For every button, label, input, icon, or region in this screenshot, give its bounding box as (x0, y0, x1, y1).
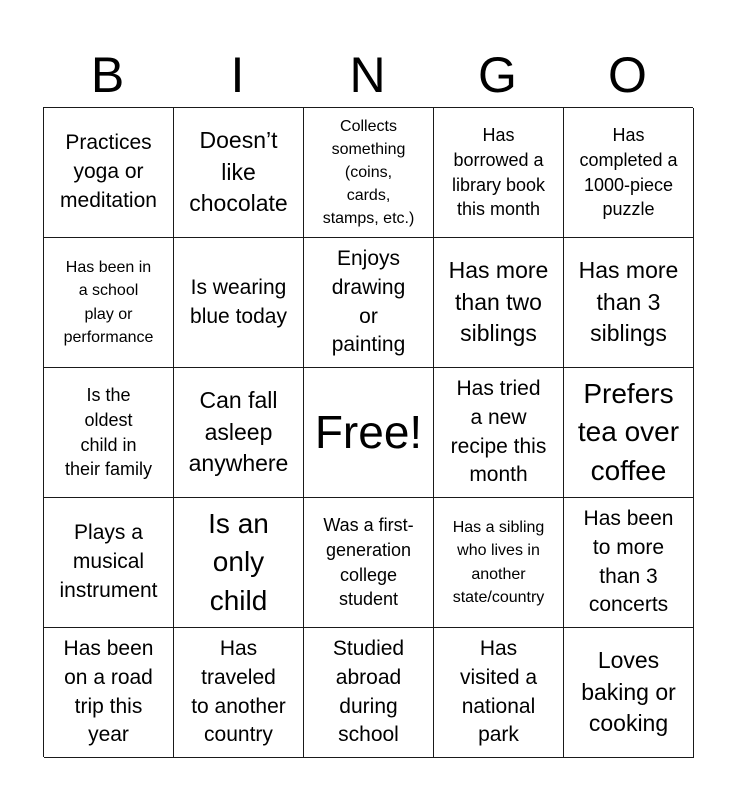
bingo-cell[interactable] (44, 238, 174, 368)
cell-text: Loves baking or cooking (581, 646, 676, 737)
cell-text: Has been on a road trip this year (63, 636, 154, 747)
bingo-cell[interactable] (174, 108, 304, 238)
cell-text: Is wearing blue today (190, 275, 287, 328)
bingo-cell[interactable] (304, 108, 434, 238)
cell-text: Plays a musical instrument (59, 521, 158, 602)
bingo-cell[interactable] (304, 238, 434, 368)
cell-text: Collects something (coins, cards, stamps, etc.) (322, 117, 415, 228)
bingo-free-space[interactable] (304, 368, 434, 498)
bingo-cell[interactable] (434, 238, 564, 368)
cell-text: Can fall asleep anywhere (188, 386, 289, 477)
cell-text: Has more than 3 siblings (578, 256, 679, 347)
header-letter-g: G (478, 47, 518, 103)
bingo-header (43, 44, 693, 106)
cell-text: Has completed a 1000-piece puzzle (579, 124, 678, 220)
bingo-cell[interactable] (44, 628, 174, 758)
bingo-cell[interactable] (304, 498, 434, 628)
cell-text: Has been to more than 3 concerts (583, 506, 674, 617)
header-letter-b: B (90, 47, 126, 103)
cell-text: Has more than two siblings (448, 256, 549, 347)
free-space-text: Free! (314, 406, 423, 459)
bingo-cell[interactable] (174, 628, 304, 758)
cell-text: Has tried a new recipe this month (450, 376, 547, 487)
header-letter-n: N (349, 47, 387, 103)
bingo-board (43, 107, 693, 757)
cell-text: Doesn’t like chocolate (189, 126, 288, 217)
cell-text: Enjoys drawing or painting (331, 246, 406, 357)
bingo-cell[interactable] (564, 108, 694, 238)
cell-text: Is the oldest child in their family (64, 384, 153, 480)
bingo-cell[interactable] (304, 628, 434, 758)
bingo-cell[interactable] (564, 368, 694, 498)
cell-text: Has been in a school play or performance (63, 259, 154, 346)
bingo-cell[interactable] (434, 628, 564, 758)
cell-text: Has borrowed a library book this month (451, 124, 546, 220)
bingo-cell[interactable] (44, 368, 174, 498)
bingo-cell[interactable] (564, 628, 694, 758)
header-letter-i: I (230, 47, 246, 103)
bingo-cell[interactable] (564, 238, 694, 368)
cell-text: Studied abroad during school (332, 636, 405, 747)
bingo-cell[interactable] (174, 238, 304, 368)
cell-text: Is an only child (208, 507, 269, 616)
cell-text: Has a sibling who lives in another state/country (452, 519, 545, 606)
bingo-cell[interactable] (174, 368, 304, 498)
bingo-cell[interactable] (434, 498, 564, 628)
cell-text: Was a first- generation college student (323, 514, 414, 610)
cell-text: Prefers tea over coffee (577, 377, 680, 486)
bingo-cell[interactable] (564, 498, 694, 628)
bingo-cell[interactable] (44, 108, 174, 238)
bingo-cell[interactable] (434, 368, 564, 498)
cell-text: Has visited a national park (459, 636, 538, 747)
bingo-cell[interactable] (44, 498, 174, 628)
cell-text: Has traveled to another country (191, 636, 286, 747)
header-letter-o: O (608, 47, 648, 103)
bingo-cell[interactable] (434, 108, 564, 238)
cell-text: Practices yoga or meditation (60, 131, 157, 212)
bingo-cell[interactable] (174, 498, 304, 628)
